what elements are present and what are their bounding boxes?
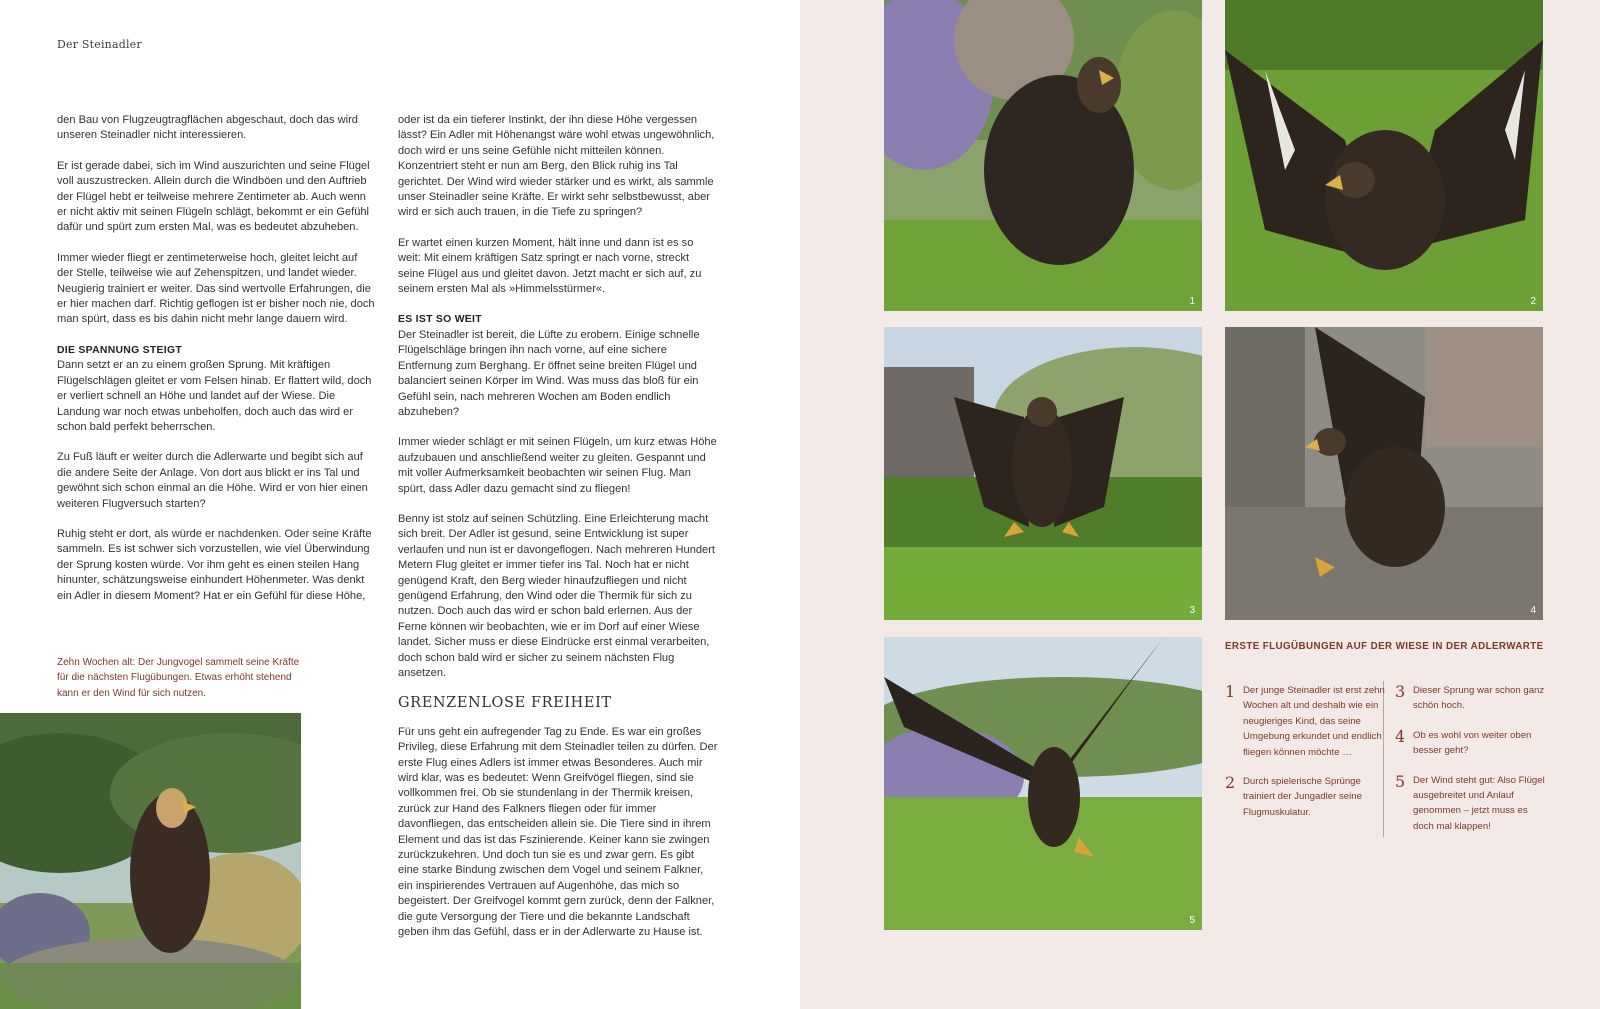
photo-caption: Zehn Wochen alt: Der Jungvogel sammelt seine Kräfte für die nächsten Flugübungen. Etwas erhöht stehend kann er den Wind für sich nutzen. [57, 657, 300, 699]
legend-text: Durch spielerische Sprünge trainiert der Jungadler seine Flugmuskulatur. [1243, 776, 1362, 818]
subheading: ES IST SO WEIT [398, 314, 482, 326]
legend-text: Ob es wohl von weiter oben besser geht? [1413, 729, 1532, 757]
legend-text: Der Wind steht gut: Also Flügel ausgebreitet und Anlauf genommen – jetzt muss es doch mal klappen! [1413, 774, 1545, 832]
paragraph: Zu Fuß läuft er weiter durch die Adlerwarte und begibt sich auf die andere Seite der Anlage. Von dort aus blickt er ins Tal und gewöhnt sich schon einmal an die Höhe. Wird er von hier einen weiteren Flugversuch starten? [57, 451, 368, 510]
paragraph: Benny ist stolz auf seinen Schützling. Eine Erleichterung macht sich breit. Der Adler ist gesund, seine Entwicklung ist super verlaufen und nun ist er davongeflogen. Nach mehreren Hundert Metern Flug gleitet er immer tiefer ins Tal. Noch hat er nicht genügend Kraft, den Berg wieder hinaufzufliegen und nicht genügend Erfahrung, den Wind oder die Thermik für sich zu nutzen. Doch auch das wird er schon bald erlernen. Aus der Ferne können wir beobachten, wie er im Dorf auf einer Wiese landet. Sicher muss er diese Eindrücke erst einmal verarbeiten, doch schon bald wird er sicher zu seinem nächsten Flug ansetzen. [398, 512, 715, 679]
eagle-photo-2 [1225, 0, 1543, 311]
legend-number: 3 [1395, 682, 1406, 701]
legend-item [1395, 728, 1545, 759]
paragraph: Ruhig steht er dort, als würde er nachdenken. Oder seine Kräfte sammeln. Es ist schwer sich vorzustellen, wie viel Überwindung der Sprung kosten würde. Vor ihm geht es einen steilen Hang hinunter, schätzungsweise einhundert Höhenmeter. Was denkt ein Adler in diesem Moment? Hat er ein Gefühl für diese Höhe, [57, 527, 372, 602]
photo-number: 3 [1189, 605, 1195, 616]
legend-number: 2 [1225, 773, 1236, 793]
paragraph: Er wartet einen kurzen Moment, hält inne und dann ist es so weit: Mit einem kräftigen Satz springt er nach vorne, streckt seine Flügel aus und gleitet davon. Jetzt macht er sich auf, zu seinem ersten Mal als »Himmelsstürmer«. [398, 236, 702, 296]
legend-right [1395, 683, 1545, 844]
paragraph: Immer wieder schlägt er mit seinen Flügeln, um kurz etwas Höhe aufzubauen und anschließend weiter zu gleiten. Gespannt und mit voller Aufmerksamkeit beobachten wir seinen Flug. Man spürt, dass Adler dazu gemacht sind zu fliegen! [398, 436, 717, 495]
subheading: DIE SPANNUNG STEIGT [57, 344, 183, 356]
legend-number: 5 [1395, 771, 1406, 791]
text-column-2 [398, 113, 718, 956]
paragraph: Dann setzt er an zu einem großen Sprung. Mit kräftigen Flügelschlägen gleitet er vom Felsen hinab. Er flattert wild, doch er verliert schnell an Höhe und landet auf der Wiese. Die Landung war noch etwas unbeholfen, doch auch das wird er schon bald perfekt beherrschen. [57, 359, 372, 433]
eagle-photo-3 [884, 327, 1202, 620]
eagle-on-rock-photo [0, 713, 301, 1009]
eagle-photo-1 [884, 0, 1202, 311]
legend-item [1225, 683, 1385, 760]
gallery-caption: ERSTE FLUGÜBUNGEN AUF DER WIESE IN DER ADLERWARTE [1225, 641, 1544, 652]
eagle-photo-5 [884, 637, 1202, 930]
paragraph: oder ist da ein tieferer Instinkt, der ihn diese Höhe vergessen lässt? Ein Adler mit Höhenangst wäre wohl etwas ungewöhnlich, doch wird er uns seine Gefühle nicht mitteilen können. Konzentriert steht er nun am Berg, den Blick ruhig ins Tal gerichtet. Der Wind wird wieder stärker und es wirkt, als sammle unser Steinadler seine Kräfte. Er wirkt sehr selbstbewusst, aber wird er sich auch trauen, in die Tiefe zu springen? [398, 114, 715, 219]
photo-number: 5 [1189, 915, 1195, 926]
legend-item [1395, 683, 1545, 714]
legend-number: 4 [1395, 726, 1406, 746]
section-with-subhead [398, 312, 718, 420]
paragraph: Der Steinadler ist bereit, die Lüfte zu erobern. Einige schnelle Flügelschläge bringen ihn nach vorne, auf eine sichere Entfernung zum Berghang. Er öffnet seine breiten Flügel und balanciert seinen Körper im Wind. Was muss das bloß für ein Gefühl sein, nach mehreren Wochen am Boden endlich abzuheben? [398, 328, 700, 418]
paragraph: Für uns geht ein aufregender Tag zu Ende. Es war ein großes Privileg, diese Erfahrung mit dem Steinadler teilen zu dürfen. Der erste Flug eines Adlers ist immer etwas Besonderes. Auch mir wird klar, was es bedeutet: Wenn Greifvögel fliegen, sind sie vollkommen frei. Ob sie stundenlang in der Thermik kreisen, zurück zur Hand des Falkners fliegen oder für immer davonfliegen, das entscheiden allein sie. Die Tiere sind in ihrem Element und das ist das Fszinierende. Keiner kann sie zwingen zurückzukehren. Und doch tun sie es und zwar gern. Es gibt eine starke Bindung zwischen dem Vogel und seinem Falkner, ein inspirierendes Vertrauen auf Augenhöhe, das mich so begeistert. Der Greifvogel kommt gern zurück, denn der Falkner, die gute Versorgung der Tiere und die bekannte Landschaft geben ihm das Gefühl, dass er in der Adlerwarte zu Hause ist. [398, 725, 718, 939]
text-column-1 [57, 113, 375, 619]
running-head: Der Steinadler [57, 38, 142, 51]
photo-number: 2 [1530, 296, 1536, 307]
paragraph: den Bau von Flugzeugtragflächen abgeschaut, doch das wird unseren Steinadler nicht interessieren. [57, 114, 358, 142]
legend-item [1225, 774, 1385, 820]
section-with-subhead [57, 343, 375, 435]
legend-number: 1 [1225, 682, 1236, 701]
legend-item [1395, 773, 1545, 835]
legend-text: Der junge Steinadler ist erst zehn Wochen alt und deshalb wie ein neugieriges Kind, das seine Umgebung erkundet und endlich fliegen können möchte … [1243, 685, 1385, 758]
paragraph: Immer wieder fliegt er zentimeterweise hoch, gleitet leicht auf der Stelle, teilweise wie auf Zehenspitzen, und landet wieder. Neugierig trainiert er weiter. Das sind wertvolle Erfahrungen, die er hier machen darf. Richtig geflogen ist er bisher noch nie, doch man spürt, dass es bis dahin nicht mehr lange dauern wird. [57, 251, 375, 326]
legend-text: Dieser Sprung war schon ganz schön hoch. [1413, 685, 1545, 712]
photo-number: 4 [1530, 605, 1536, 616]
photo-number: 1 [1189, 296, 1195, 307]
eagle-photo-4 [1225, 327, 1543, 620]
section-title: GRENZENLOSE FREIHEIT [398, 695, 612, 712]
legend-left [1225, 683, 1385, 830]
paragraph: Er ist gerade dabei, sich im Wind auszurichten und seine Flügel voll auszustrecken. Allein durch die Windböen und den Auftrieb der Flügel hebt er teilweise mehrere Zentimeter ab. Auch wenn er nicht aktiv mit seinen Flügeln schlägt, bekommt er ein Gefühl dafür und spürt zum ersten Mal, was es bedeutet abzuheben. [57, 159, 370, 234]
